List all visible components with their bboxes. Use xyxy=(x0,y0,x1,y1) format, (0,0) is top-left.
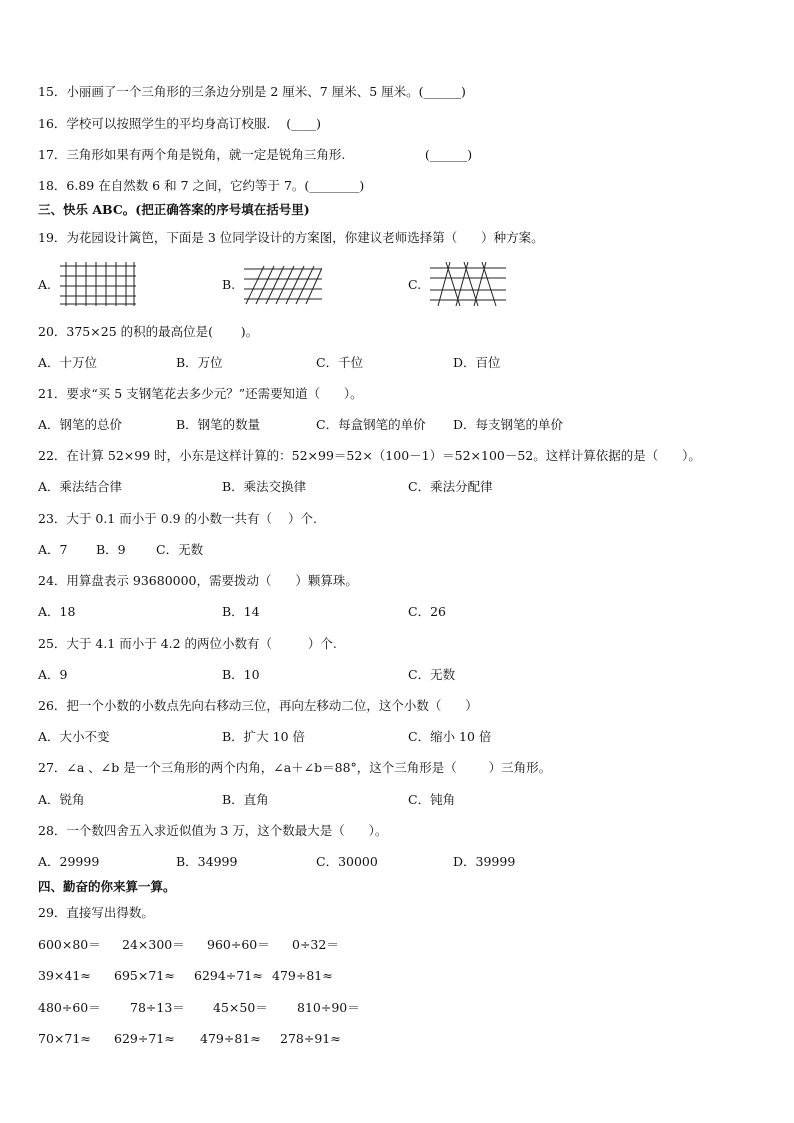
calc-item: 24×300＝ xyxy=(122,937,185,952)
q20-option-a[interactable]: A．十万位 xyxy=(38,355,98,370)
q23-option-b[interactable]: B．9 xyxy=(96,542,126,557)
q21-option-b[interactable]: B．钢笔的数量 xyxy=(176,417,261,432)
calc-item: 70×71≈ xyxy=(38,1031,91,1046)
question-20: 20．375×25 的积的最高位是( )。 xyxy=(38,324,259,339)
q25-option-c[interactable]: C．无数 xyxy=(408,667,456,682)
calc-item: 695×71≈ xyxy=(114,968,175,983)
q19-option-b-label: B. xyxy=(222,277,236,292)
question-29: 29．直接写出得数。 xyxy=(38,905,154,920)
calc-item: 479÷81≈ xyxy=(272,968,333,983)
q28-option-d[interactable]: D．39999 xyxy=(453,854,516,869)
q26-option-c[interactable]: C．缩小 10 倍 xyxy=(408,729,492,744)
fence-design-a xyxy=(60,262,136,306)
calc-item: 960÷60＝ xyxy=(207,937,270,952)
question-22: 22．在计算 52×99 时，小东是这样计算的：52×99＝52×（100－1）＝52×100－52。这样计算依据的是（ ）。 xyxy=(38,448,701,463)
question-23: 23．大于 0.1 而小于 0.9 的小数一共有（ ）个. xyxy=(38,511,317,526)
section-3-heading: 三、快乐 ABC。(把正确答案的序号填在括号里) xyxy=(38,202,310,217)
q22-option-c[interactable]: C．乘法分配律 xyxy=(408,479,493,494)
q19-option-a-label: A. xyxy=(38,277,52,292)
q24-option-a[interactable]: A．18 xyxy=(38,604,76,619)
calc-item: 480÷60＝ xyxy=(38,1000,101,1015)
q21-option-a[interactable]: A．钢笔的总价 xyxy=(38,417,123,432)
calc-item: 810÷90＝ xyxy=(297,1000,360,1015)
q20-option-c[interactable]: C．千位 xyxy=(316,355,364,370)
question-27: 27．∠a 、∠b 是一个三角形的两个内角，∠a＋∠b＝88°，这个三角形是（ ）三角形。 xyxy=(38,760,552,775)
q22-option-b[interactable]: B．乘法交换律 xyxy=(222,479,307,494)
calc-item: 278÷91≈ xyxy=(280,1031,341,1046)
q25-option-a[interactable]: A．9 xyxy=(38,667,68,682)
q28-option-a[interactable]: A．29999 xyxy=(38,854,100,869)
q28-option-b[interactable]: B．34999 xyxy=(176,854,238,869)
question-26: 26．把一个小数的小数点先向右移动三位，再向左移动二位，这个小数（ ） xyxy=(38,698,478,713)
q28-option-c[interactable]: C．30000 xyxy=(316,854,378,869)
calc-item: 78÷13＝ xyxy=(130,1000,185,1015)
q23-option-a[interactable]: A．7 xyxy=(38,542,68,557)
calc-item: 0÷32＝ xyxy=(292,937,339,952)
question-25: 25．大于 4.1 而小于 4.2 的两位小数有（ ）个. xyxy=(38,636,337,651)
calc-item: 39×41≈ xyxy=(38,968,91,983)
q22-option-a[interactable]: A．乘法结合律 xyxy=(38,479,123,494)
calc-item: 479÷81≈ xyxy=(200,1031,261,1046)
q25-option-b[interactable]: B．10 xyxy=(222,667,260,682)
question-16: 16．学校可以按照学生的平均身高订校服. (____) xyxy=(38,116,322,131)
q26-option-b[interactable]: B．扩大 10 倍 xyxy=(222,729,306,744)
q21-option-c[interactable]: C．每盒钢笔的单价 xyxy=(316,417,426,432)
calc-item: 600×80＝ xyxy=(38,937,101,952)
q24-option-c[interactable]: C．26 xyxy=(408,604,446,619)
question-19: 19．为花园设计篱笆，下面是 3 位同学设计的方案图，你建议老师选择第（ ）种方案。 xyxy=(38,230,544,245)
q27-option-b[interactable]: B．直角 xyxy=(222,792,269,807)
question-18: 18．6.89 在自然数 6 和 7 之间，它约等于 7。(________) xyxy=(38,178,365,193)
q23-option-c[interactable]: C．无数 xyxy=(156,542,204,557)
q24-option-b[interactable]: B．14 xyxy=(222,604,260,619)
question-17: 17．三角形如果有两个角是锐角，就一定是锐角三角形. (______) xyxy=(38,147,473,162)
q19-option-c-label: C. xyxy=(408,277,422,292)
fence-design-b xyxy=(244,264,322,306)
question-15: 15．小丽画了一个三角形的三条边分别是 2 厘米、7 厘米、5 厘米。(______) xyxy=(38,84,466,99)
q27-option-c[interactable]: C．钝角 xyxy=(408,792,456,807)
fence-design-c xyxy=(430,262,506,306)
q27-option-a[interactable]: A．锐角 xyxy=(38,792,85,807)
calc-item: 6294÷71≈ xyxy=(194,968,263,983)
calc-item: 45×50＝ xyxy=(213,1000,268,1015)
calc-item: 629÷71≈ xyxy=(114,1031,175,1046)
question-21: 21．要求“买 5 支钢笔花去多少元？”还需要知道（ ）。 xyxy=(38,386,363,401)
q20-option-d[interactable]: D．百位 xyxy=(453,355,501,370)
question-28: 28．一个数四舍五入求近似值为 3 万，这个数最大是（ ）。 xyxy=(38,823,388,838)
question-24: 24．用算盘表示 93680000，需要拨动（ ）颗算珠。 xyxy=(38,573,358,588)
q21-option-d[interactable]: D．每支钢笔的单价 xyxy=(453,417,564,432)
q26-option-a[interactable]: A．大小不变 xyxy=(38,729,110,744)
q20-option-b[interactable]: B．万位 xyxy=(176,355,223,370)
section-4-heading: 四、勤奋的你来算一算。 xyxy=(38,879,176,894)
